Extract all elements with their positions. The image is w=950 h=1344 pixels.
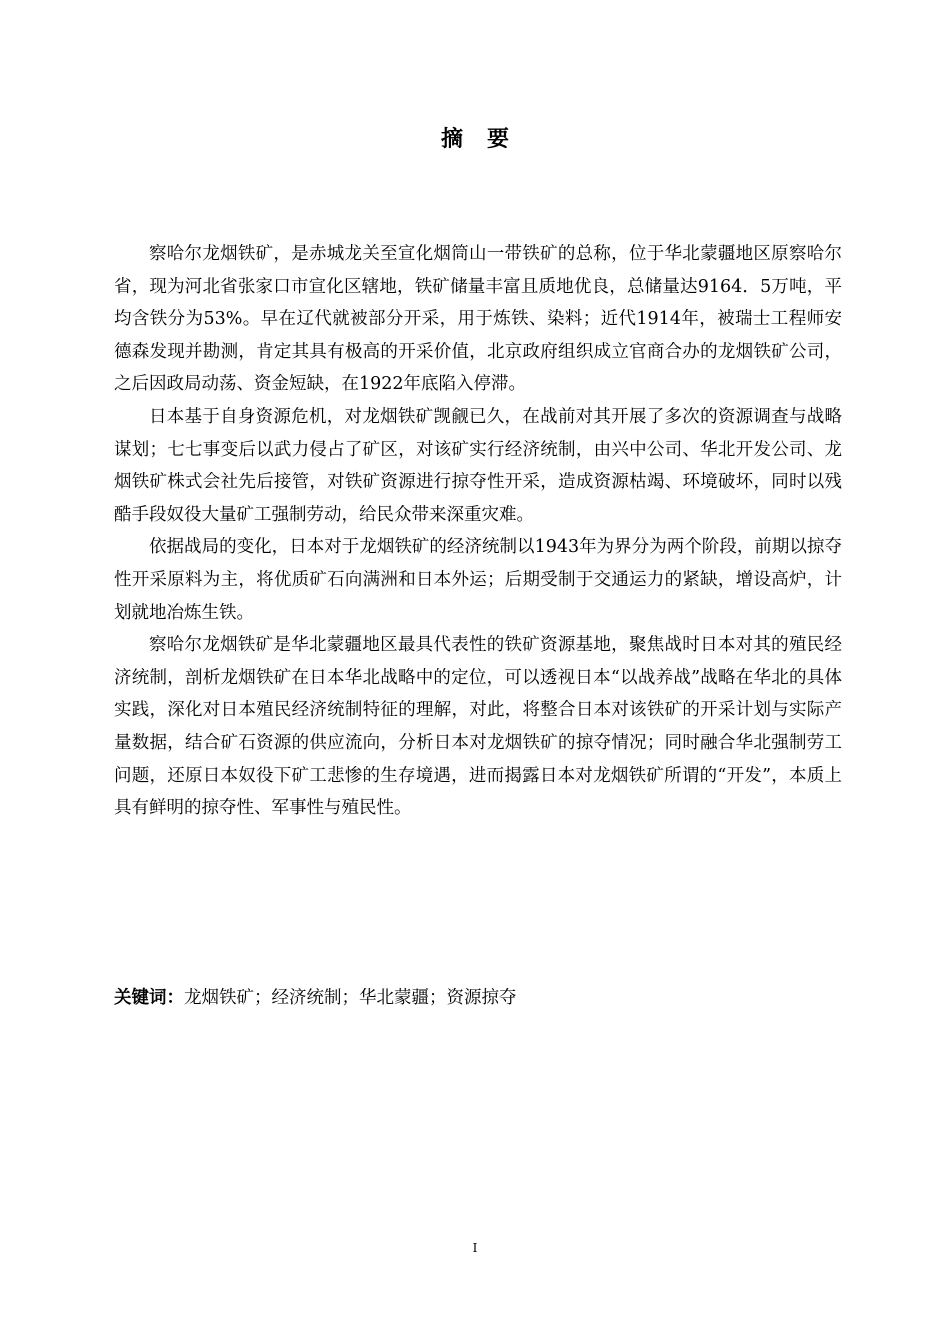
keywords-text: 龙烟铁矿；经济统制；华北蒙疆；资源掠夺 xyxy=(184,988,517,1008)
page-title: 摘要 xyxy=(440,127,533,152)
abstract-paragraph-3: 依据战局的变化，日本对于龙烟铁矿的经济统制以1943年为界分为两个阶段，前期以掠夺性开采原料为主，将优质矿石向满洲和日本外运；后期受制于交通运力的紧缺，增设高炉，计划就地冶炼生铁。 xyxy=(114,537,842,623)
keywords-line xyxy=(114,984,842,1012)
abstract-paragraph-4: 察哈尔龙烟铁矿是华北蒙疆地区最具代表性的铁矿资源基地，聚焦战时日本对其的殖民经济统制，剖析龙烟铁矿在日本华北战略中的定位，可以透视日本“以战养战”战略在华北的具体实践，深化对日本殖民经济统制特征的理解，对此，将整合日本对该铁矿的开采计划与实际产量数据，结合矿石资源的供应流向，分析日本对龙烟铁矿的掠夺情况；同时融合华北强制劳工问题，还原日本奴役下矿工悲惨的生存境遇，进而揭露日本对龙烟铁矿所谓的“开发”，本质上具有鲜明的掠夺性、军事性与殖民性。 xyxy=(114,635,842,819)
keywords-label: 关键词： xyxy=(114,988,184,1008)
abstract-paragraph-2: 日本基于自身资源危机，对龙烟铁矿觊觎已久，在战前对其开展了多次的资源调查与战略谋划；七七事变后以武力侵占了矿区，对该矿实行经济统制，由兴中公司、华北开发公司、龙烟铁矿株式会社先后接管，对铁矿资源进行掠夺性开采，造成资源枯竭、环境破坏，同时以残酷手段奴役大量矿工强制劳动，给民众带来深重灾难。 xyxy=(114,406,842,525)
page-number: I xyxy=(472,1241,478,1255)
abstract-paragraph-1: 察哈尔龙烟铁矿，是赤城龙关至宣化烟筒山一带铁矿的总称，位于华北蒙疆地区原察哈尔省，现为河北省张家口市宣化区辖地，铁矿储量丰富且质地优良，总储量达9164．5万吨，平均含铁分为53%。早在辽代就被部分开采，用于炼铁、染料；近代1914年，被瑞士工程师安德森发现并勘测，肯定其具有极高的开采价值，北京政府组织成立官商合办的龙烟铁矿公司，之后因政局动荡、资金短缺，在1922年底陷入停滞。 xyxy=(114,244,842,395)
abstract-body xyxy=(114,238,842,825)
